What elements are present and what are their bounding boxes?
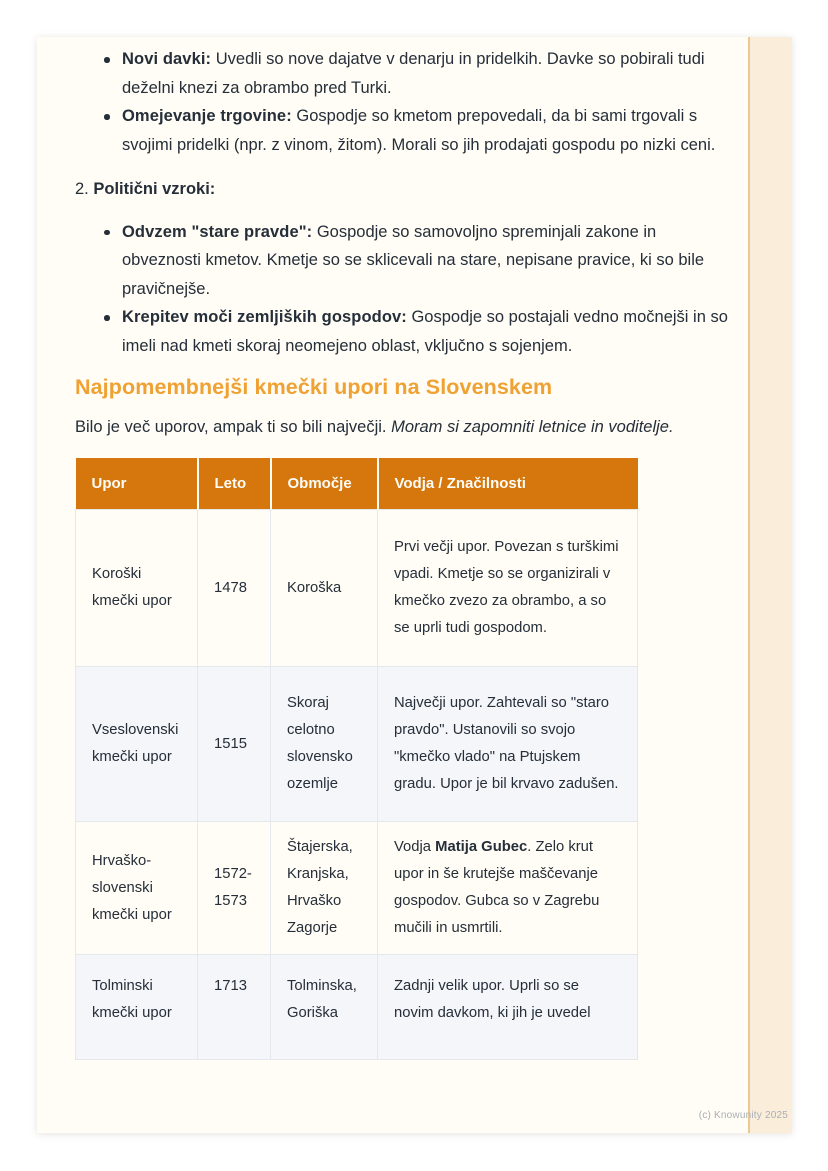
table-cell: Vseslovenski kmečki upor — [76, 667, 198, 822]
table-header-cell: Leto — [198, 458, 271, 510]
table-cell: 1478 — [198, 510, 271, 667]
table-header-cell: Vodja / Značilnosti — [378, 458, 638, 510]
list-item: Krepitev moči zemljiških gospodov: Gospodje so postajali vedno močnejši in so imeli nad kmeti skoraj neomejeno oblast, vključno s sojenjem. — [75, 303, 728, 360]
table-row — [76, 955, 638, 1060]
table-cell: Prvi večji upor. Povezan s turškimi vpadi. Kmetje so se organizirali v kmečko zvezo za obrambo, a so se uprli tudi gospodom. — [378, 510, 638, 667]
table-row — [76, 510, 638, 667]
intro-paragraph: Bilo je več uporov, ampak ti so bili največji. Moram si zapomniti letnice in voditelje. — [75, 418, 674, 436]
table-cell: Štajerska, Kranjska, Hrvaško Zagorje — [271, 822, 378, 955]
table-header-cell: Območje — [271, 458, 378, 510]
table-cell: Koroški kmečki upor — [76, 510, 198, 667]
page-edge-stripe — [748, 37, 792, 1133]
list-item: Omejevanje trgovine: Gospodje so kmetom prepovedali, da bi sami trgovali s svojimi pridelki (npr. z vinom, žitom). Morali so jih prodajati gospodu po nizki ceni. — [75, 102, 728, 159]
section-heading: Najpomembnejši kmečki upori na Slovenskem — [75, 375, 553, 399]
table-cell: 1572-1573 — [198, 822, 271, 955]
table-cell: Tolminski kmečki upor — [76, 955, 198, 1060]
bullet-list-economic — [75, 45, 728, 159]
table-body — [76, 510, 638, 1060]
table-header-row — [76, 458, 638, 510]
table-cell: Skoraj celotno slovensko ozemlje — [271, 667, 378, 822]
numbered-item-number: 2. — [75, 180, 94, 198]
table-cell: Hrvaško-slovenski kmečki upor — [76, 822, 198, 955]
table-cell: 1713 — [198, 955, 271, 1060]
numbered-item-political — [75, 175, 728, 204]
table-cell: Tolminska, Goriška — [271, 955, 378, 1060]
table-cell: 1515 — [198, 667, 271, 822]
table-cell: Vodja Matija Gubec. Zelo krut upor in še krutejše maščevanje gospodov. Gubca so v Zagrebu mučili in usmrtili. — [378, 822, 638, 955]
table-row — [76, 822, 638, 955]
list-item: Novi davki: Uvedli so nove dajatve v denarju in pridelkih. Davke so pobirali tudi deželni knezi za obrambo pred Turki. — [75, 45, 728, 102]
revolts-table — [75, 458, 638, 1061]
page-content — [75, 45, 728, 1060]
watermark: (c) Knowunity 2025 — [698, 1110, 788, 1121]
bullet-list-political — [75, 218, 728, 361]
table-cell: Zadnji velik upor. Uprli so se novim davkom, ki jih je uvedel — [378, 955, 638, 1060]
table-row — [76, 667, 638, 822]
document-page — [37, 37, 792, 1133]
table-header-cell: Upor — [76, 458, 198, 510]
list-item: Odvzem "stare pravde": Gospodje so samovoljno spreminjali zakone in obveznosti kmetov. Kmetje so se sklicevali na stare, nepisane pravice, ki so bile pravičnejše. — [75, 218, 728, 304]
numbered-item-label: Politični vzroki: — [93, 180, 216, 198]
table-cell: Največji upor. Zahtevali so "staro pravdo". Ustanovili so svojo "kmečko vlado" na Ptujskem gradu. Upor je bil krvavo zadušen. — [378, 667, 638, 822]
table-cell: Koroška — [271, 510, 378, 667]
